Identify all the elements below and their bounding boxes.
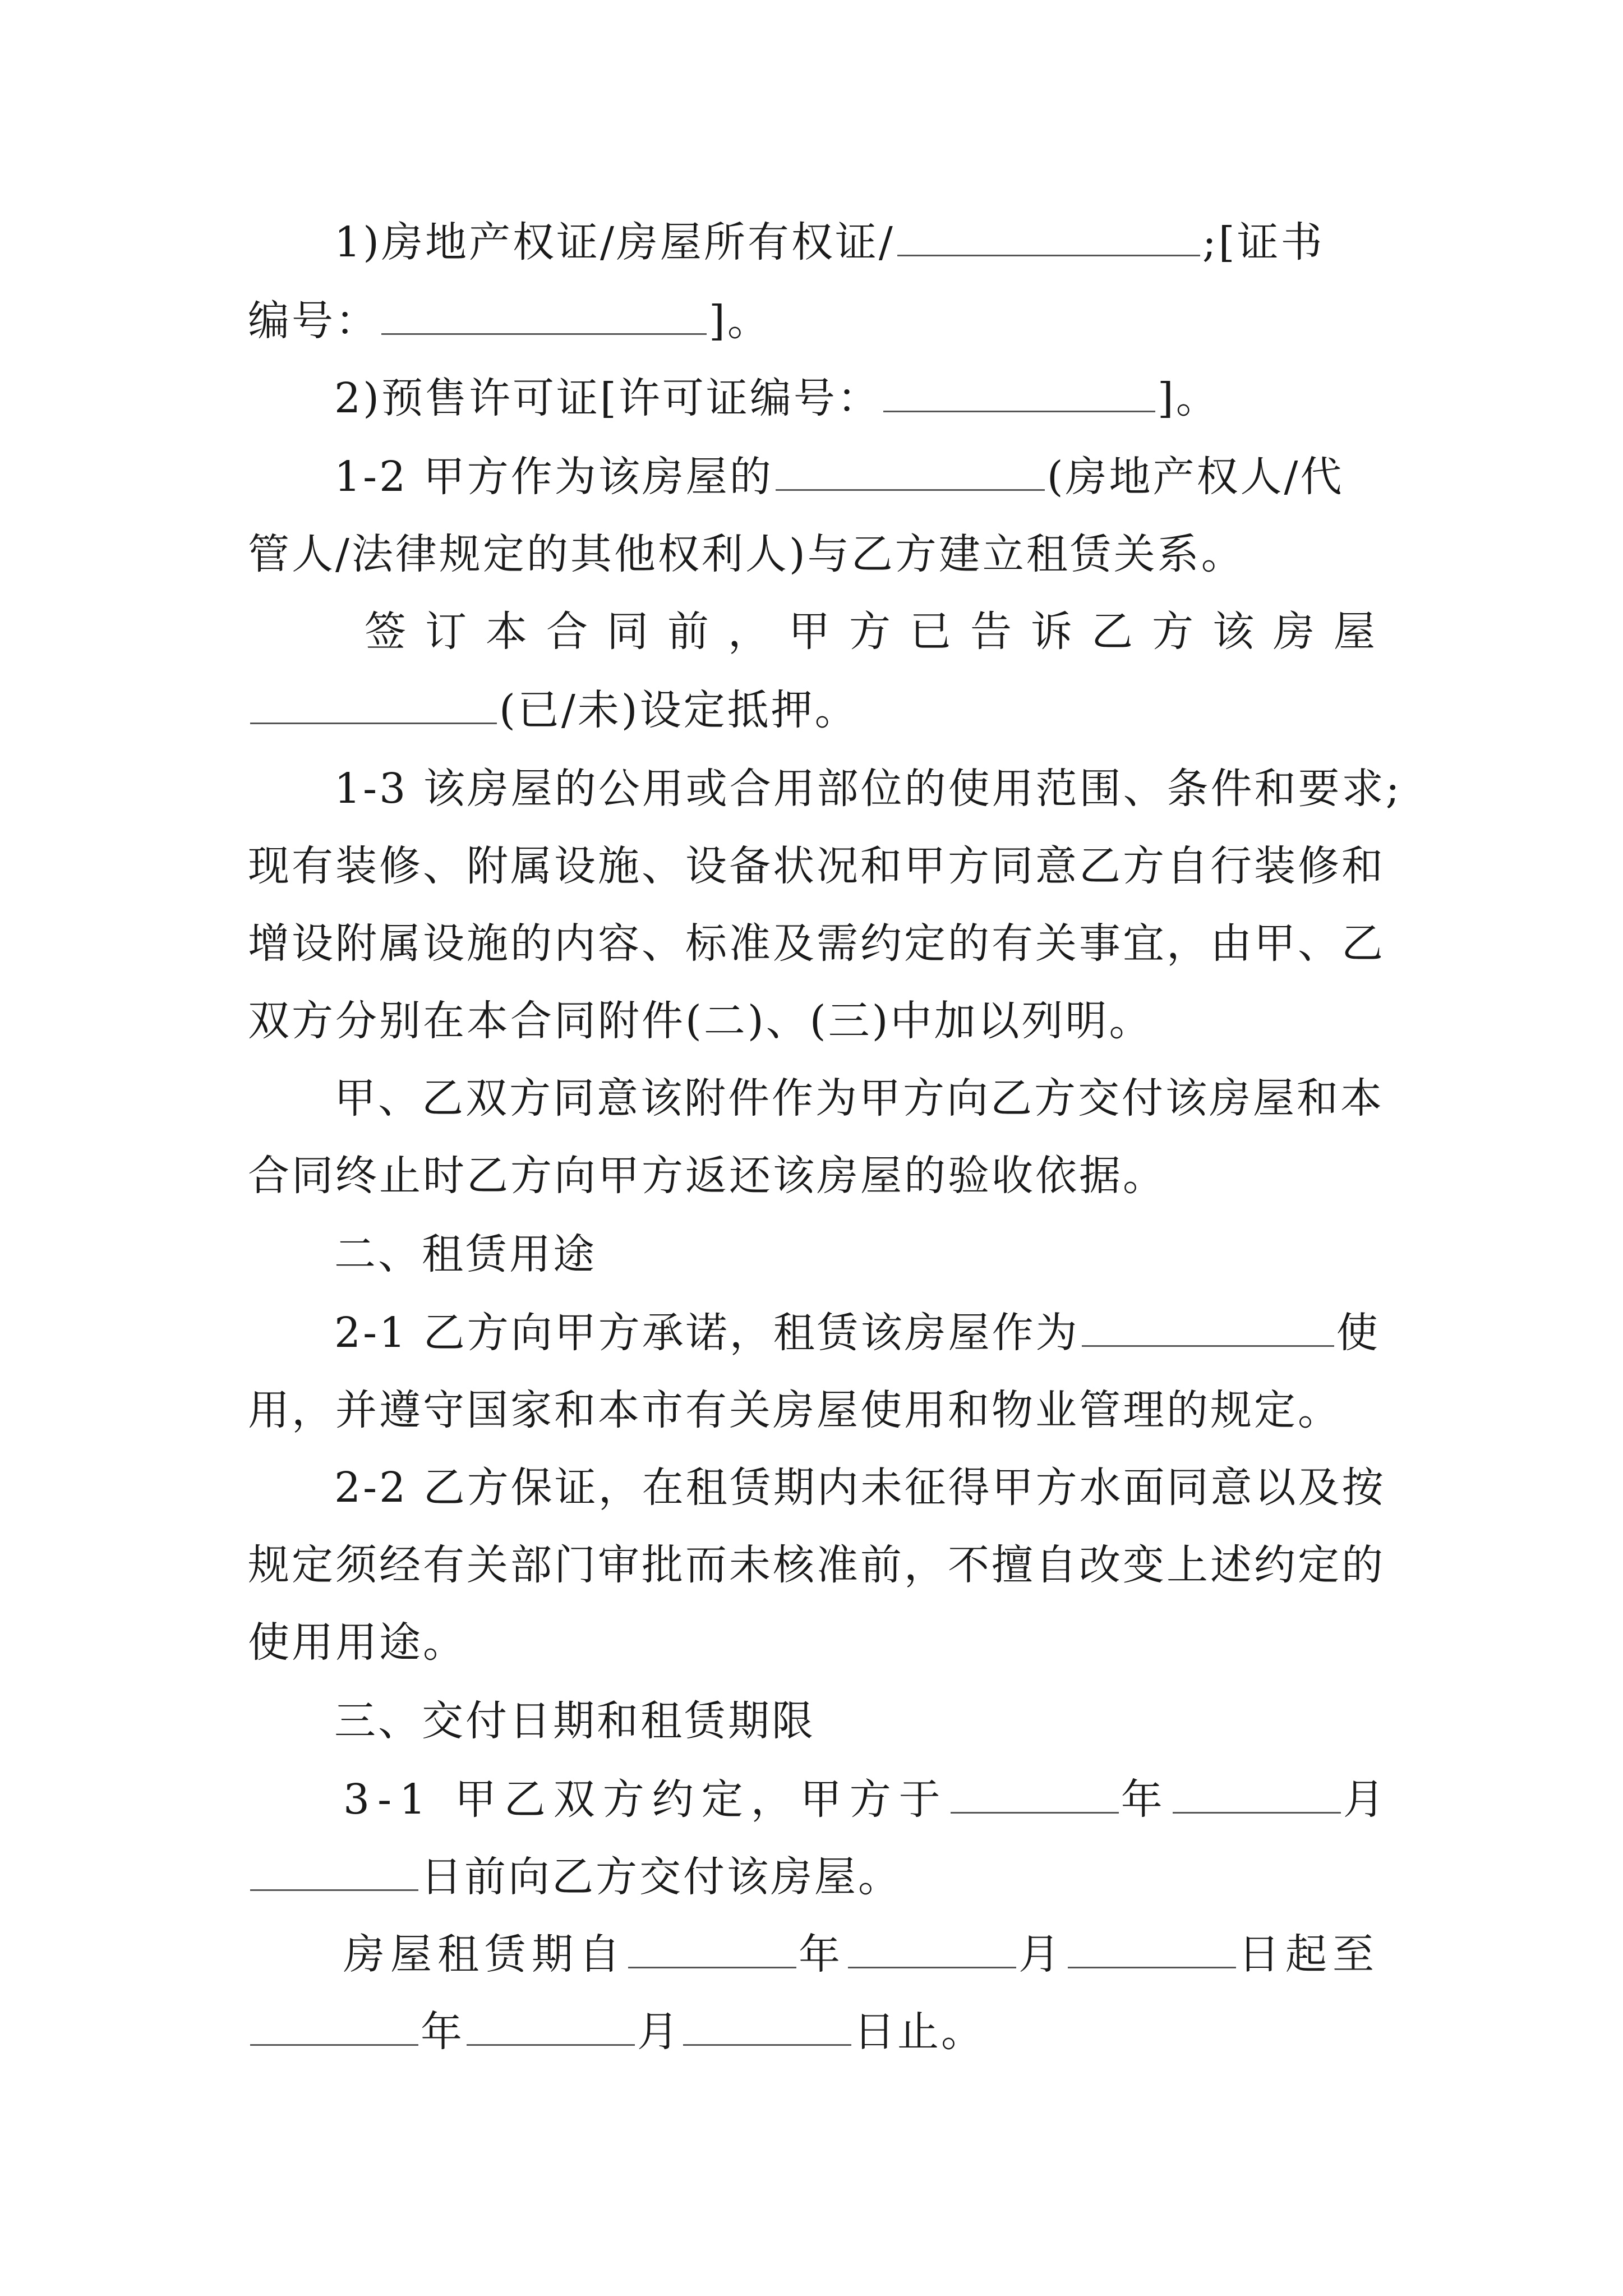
text-run: 月 [637,2008,681,2056]
text-run: 日前向乙方交付该房屋。 [421,1853,902,1901]
text-run: 二、租赁用途 [334,1230,597,1278]
text-run: 规定须经有关部门审批而未核准前，不擅自改变上述约定的 [248,1541,1385,1589]
text-run: 年 [1121,1775,1170,1824]
text-run: 年 [799,1930,846,1978]
text-line [334,1059,1384,1138]
text-run: 1-2 甲方作为该房屋的 [334,453,773,501]
text-run: ]。 [1157,374,1220,422]
text-line [248,1526,1385,1604]
text-run: ;[证书 [1202,218,1325,266]
fill-in-blank[interactable] [848,1932,1016,1968]
text-line [248,904,1385,983]
text-run: 2-1 乙方向甲方承诺，租赁该房屋作为 [334,1309,1080,1357]
text-run: 合同终止时乙方向甲方返还该房屋的验收依据。 [248,1152,1166,1200]
text-line [248,1838,1375,1916]
fill-in-blank[interactable] [776,454,1045,491]
text-run: 1-3 该房屋的公用或合用部位的使用范围、条件和要求; [334,765,1402,813]
text-line [248,1603,1375,1682]
text-line [248,515,1375,593]
text-line [334,749,1402,828]
fill-in-blank[interactable] [1173,1777,1341,1814]
text-run: 2-2 乙方保证，在租赁期内未征得甲方水面同意以及按 [334,1464,1386,1512]
text-run: (已/未)设定抵押。 [499,686,859,734]
fill-in-blank[interactable] [683,2009,851,2046]
section-heading [334,1682,1375,1760]
text-line [248,1993,1375,2071]
fill-in-blank[interactable] [1068,1932,1236,1968]
text-line [343,1760,1393,1839]
text-run: 用，并遵守国家和本市有关房屋使用和物业管理的规定。 [248,1386,1341,1434]
fill-in-blank[interactable] [897,220,1200,256]
text-run: 管人/法律规定的其他权利人)与乙方建立租赁关系。 [248,530,1245,578]
text-line [343,1915,1380,1994]
text-run: (房地产权人/代 [1046,453,1344,501]
text-run: 月 [1343,1775,1393,1824]
fill-in-blank[interactable] [951,1777,1119,1814]
text-line [334,438,1375,516]
text-line [334,359,1375,438]
text-line [334,203,1375,282]
fill-in-blank[interactable] [381,298,707,335]
text-line [248,1371,1375,1450]
text-run: 3-1 甲乙双方约定，甲方于 [343,1775,948,1824]
text-run: 1)房地产权证/房屋所有权证/ [334,218,895,266]
text-run: 房屋租赁期自 [343,1930,626,1978]
text-run: 增设附属设施的内容、标准及需约定的有关事宜，由甲、乙 [248,919,1385,968]
text-run: 年 [421,2008,464,2056]
text-run: ]。 [709,297,771,345]
text-line [248,982,1375,1060]
text-run: 编号： [248,297,379,345]
text-run: 使 [1336,1309,1380,1357]
text-run: 甲、乙双方同意该附件作为甲方向乙方交付该房屋和本 [334,1074,1384,1122]
section-heading [334,1215,1375,1294]
text-run: 签订本合同前，甲方已告诉乙方该房屋 [365,608,1394,656]
fill-in-blank[interactable] [250,688,497,724]
fill-in-blank[interactable] [467,2009,635,2046]
text-line [365,592,1394,671]
text-line [248,827,1385,905]
fill-in-blank[interactable] [1082,1310,1334,1347]
text-line [334,1448,1386,1527]
fill-in-blank[interactable] [250,2009,418,2046]
text-line [248,1137,1375,1215]
text-run: 现有装修、附属设施、设备状况和甲方同意乙方自行装修和 [248,842,1385,890]
text-line [248,671,1375,749]
fill-in-blank[interactable] [250,1855,418,1891]
text-run: 2)预售许可证[许可证编号： [334,374,881,422]
text-run: 三、交付日期和租赁期限 [334,1697,815,1745]
text-line [334,1294,1380,1372]
text-run: 双方分别在本合同附件(二)、(三)中加以列明。 [248,997,1153,1045]
text-run: 使用用途。 [248,1618,467,1667]
fill-in-blank[interactable] [628,1932,796,1968]
text-run: 月 [1018,1930,1066,1978]
text-run: 日止。 [854,2008,985,2056]
text-line [248,282,1375,360]
fill-in-blank[interactable] [883,376,1155,412]
text-run: 日起至 [1238,1930,1380,1978]
